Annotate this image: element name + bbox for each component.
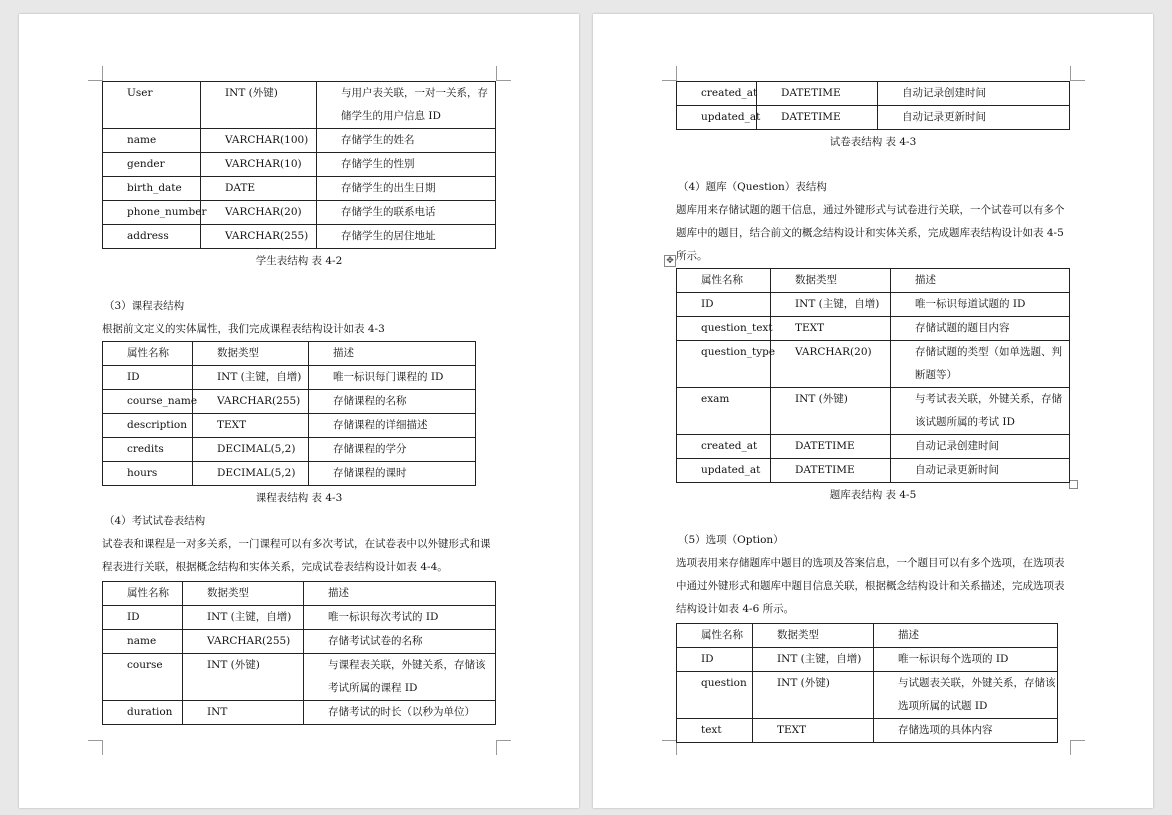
table-row[interactable] bbox=[103, 129, 496, 153]
table-row[interactable] bbox=[103, 414, 476, 438]
cell-name: created_at bbox=[677, 82, 757, 106]
cell-name: question_text bbox=[677, 317, 771, 341]
cell-type: VARCHAR(255) bbox=[183, 630, 304, 654]
cell-type: TEXT bbox=[193, 414, 309, 438]
cell-type: VARCHAR(100) bbox=[201, 129, 317, 153]
cell-name: course_name bbox=[103, 390, 193, 414]
table-header-row[interactable] bbox=[103, 342, 476, 366]
cell-desc: 自动记录创建时间 bbox=[891, 435, 1070, 459]
crop-mark bbox=[88, 740, 103, 755]
table-row[interactable] bbox=[103, 153, 496, 177]
cell-name: updated_at bbox=[677, 106, 757, 130]
cell-desc: 唯一标识每次考试的 ID bbox=[304, 606, 496, 630]
paragraph: 选项表用来存储题库中题目的选项及答案信息，一个题目可以有多个选项，在选项表中通过外键形式和题库中题目信息关联，根据概念结构设计和关系描述，完成选项表结构设计如表 4-6 所示。 bbox=[676, 557, 1065, 615]
cell-name: created_at bbox=[677, 435, 771, 459]
table-row[interactable] bbox=[103, 390, 476, 414]
header-cell: 属性名称 bbox=[677, 269, 771, 293]
table-row[interactable] bbox=[677, 293, 1070, 317]
crop-mark bbox=[662, 740, 677, 755]
cell-type: INT bbox=[183, 701, 304, 725]
cell-desc: 存储课程的名称 bbox=[309, 390, 476, 414]
header-cell: 描述 bbox=[891, 269, 1070, 293]
cell-name: duration bbox=[103, 701, 183, 725]
student-table[interactable] bbox=[102, 81, 496, 249]
table-caption: 课程表结构 表 4-3 bbox=[255, 492, 343, 504]
document-page-right bbox=[593, 14, 1153, 808]
cell-desc: 存储课程的详细描述 bbox=[309, 414, 476, 438]
cell-desc: 自动记录更新时间 bbox=[891, 459, 1070, 483]
cell-desc: 与课程表关联，外键关系，存储该考试所属的课程 ID bbox=[304, 654, 496, 701]
cell-desc: 存储学生的联系电话 bbox=[317, 201, 496, 225]
table-row[interactable] bbox=[677, 459, 1070, 483]
table-row[interactable] bbox=[677, 435, 1070, 459]
table-resize-handle[interactable] bbox=[1069, 480, 1078, 489]
cell-name: ID bbox=[677, 648, 753, 672]
cell-name: phone_number bbox=[103, 201, 201, 225]
section-heading: （4）题库（Question）表结构 bbox=[678, 181, 827, 193]
cell-desc: 存储考试的时长（以秒为单位） bbox=[304, 701, 496, 725]
cell-type: INT (外键) bbox=[201, 82, 317, 129]
cell-desc: 唯一标识每道试题的 ID bbox=[891, 293, 1070, 317]
cell-desc: 唯一标识每个选项的 ID bbox=[874, 648, 1058, 672]
section-heading: （4）考试试卷表结构 bbox=[104, 515, 206, 527]
exam-table[interactable] bbox=[102, 581, 496, 725]
crop-mark bbox=[496, 66, 511, 81]
cell-desc: 存储学生的居住地址 bbox=[317, 225, 496, 249]
cell-name: updated_at bbox=[677, 459, 771, 483]
table-row[interactable] bbox=[103, 225, 496, 249]
cell-name: question bbox=[677, 672, 753, 719]
question-table[interactable] bbox=[676, 268, 1070, 483]
table-row[interactable] bbox=[677, 341, 1070, 388]
document-page-left bbox=[19, 14, 579, 808]
table-row[interactable] bbox=[103, 654, 496, 701]
cell-desc: 存储学生的性别 bbox=[317, 153, 496, 177]
table-header-row[interactable] bbox=[677, 269, 1070, 293]
cell-desc: 存储试题的类型（如单选题、判断题等） bbox=[891, 341, 1070, 388]
table-row[interactable] bbox=[103, 177, 496, 201]
table-row[interactable] bbox=[677, 388, 1070, 435]
course-table[interactable] bbox=[102, 341, 476, 486]
cell-type: INT (主键，自增) bbox=[193, 366, 309, 390]
cell-type: INT (外键) bbox=[183, 654, 304, 701]
cell-name: birth_date bbox=[103, 177, 201, 201]
header-cell: 描述 bbox=[304, 582, 496, 606]
crop-mark bbox=[662, 66, 677, 81]
cell-type: INT (主键，自增) bbox=[753, 648, 874, 672]
cell-desc: 存储试题的题目内容 bbox=[891, 317, 1070, 341]
table-row[interactable] bbox=[677, 648, 1058, 672]
header-cell: 数据类型 bbox=[753, 624, 874, 648]
header-cell: 属性名称 bbox=[103, 342, 193, 366]
paragraph: 根据前文定义的实体属性，我们完成课程表结构设计如表 4-3 bbox=[102, 323, 385, 335]
cell-name: text bbox=[677, 719, 753, 743]
cell-type: TEXT bbox=[771, 317, 891, 341]
cell-name: ID bbox=[103, 606, 183, 630]
header-cell: 数据类型 bbox=[771, 269, 891, 293]
table-move-handle-icon[interactable]: ✥ bbox=[664, 255, 676, 267]
cell-type: DATETIME bbox=[771, 459, 891, 483]
cell-type: DATE bbox=[201, 177, 317, 201]
cell-desc: 存储考试试卷的名称 bbox=[304, 630, 496, 654]
cell-desc: 与试题表关联，外键关系，存储该选项所属的试题 ID bbox=[874, 672, 1058, 719]
table-row[interactable] bbox=[103, 438, 476, 462]
table-caption: 学生表结构 表 4-2 bbox=[255, 255, 343, 267]
header-cell: 数据类型 bbox=[193, 342, 309, 366]
cell-type: DECIMAL(5,2) bbox=[193, 462, 309, 486]
cell-type: INT (外键) bbox=[771, 388, 891, 435]
cell-type: DATETIME bbox=[771, 435, 891, 459]
table-caption: 试卷表结构 表 4-3 bbox=[829, 136, 917, 148]
cell-type: VARCHAR(255) bbox=[193, 390, 309, 414]
option-table[interactable] bbox=[676, 623, 1058, 743]
table-row[interactable] bbox=[103, 366, 476, 390]
table-row[interactable] bbox=[103, 701, 496, 725]
cell-type: VARCHAR(20) bbox=[771, 341, 891, 388]
exam-table-continued[interactable] bbox=[676, 81, 1070, 130]
header-cell: 描述 bbox=[309, 342, 476, 366]
table-row[interactable] bbox=[677, 82, 1070, 106]
crop-mark bbox=[1070, 740, 1085, 755]
empty-paragraph bbox=[676, 507, 1070, 529]
paragraph: 题库用来存储试题的题干信息，通过外键形式与试卷进行关联，一个试卷可以有多个题库中的题目，结合前文的概念结构设计和实体关系，完成题库表结构设计如表 4-5 所示。 bbox=[676, 204, 1065, 262]
cell-name: exam bbox=[677, 388, 771, 435]
cell-type: TEXT bbox=[753, 719, 874, 743]
table-row[interactable] bbox=[677, 719, 1058, 743]
cell-desc: 唯一标识每门课程的 ID bbox=[309, 366, 476, 390]
cell-desc: 自动记录创建时间 bbox=[878, 82, 1070, 106]
cell-type: DECIMAL(5,2) bbox=[193, 438, 309, 462]
empty-paragraph bbox=[102, 273, 496, 295]
cell-desc: 存储选项的具体内容 bbox=[874, 719, 1058, 743]
table-row[interactable] bbox=[103, 82, 496, 129]
cell-desc: 存储课程的学分 bbox=[309, 438, 476, 462]
header-cell: 属性名称 bbox=[677, 624, 753, 648]
cell-desc: 存储学生的姓名 bbox=[317, 129, 496, 153]
cell-name: credits bbox=[103, 438, 193, 462]
empty-paragraph bbox=[676, 154, 1070, 176]
cell-type: DATETIME bbox=[757, 82, 878, 106]
crop-mark bbox=[496, 740, 511, 755]
table-row[interactable] bbox=[103, 201, 496, 225]
cell-type: VARCHAR(20) bbox=[201, 201, 317, 225]
crop-mark bbox=[88, 66, 103, 81]
cell-desc: 与考试表关联，外键关系，存储该试题所属的考试 ID bbox=[891, 388, 1070, 435]
cell-type: VARCHAR(255) bbox=[201, 225, 317, 249]
section-heading: （5）选项（Option） bbox=[678, 534, 784, 546]
cell-type: INT (主键，自增) bbox=[183, 606, 304, 630]
table-caption: 题库表结构 表 4-5 bbox=[829, 489, 917, 501]
cell-desc: 自动记录更新时间 bbox=[878, 106, 1070, 130]
cell-name: description bbox=[103, 414, 193, 438]
cell-desc: 与用户表关联，一对一关系，存储学生的用户信息 ID bbox=[317, 82, 496, 129]
paragraph: 试卷表和课程是一对多关系，一门课程可以有多次考试，在试卷表中以外键形式和课程表进行关联，根据概念结构和实体关系，完成试卷表结构设计如表 4-4。 bbox=[102, 538, 491, 573]
header-cell: 属性名称 bbox=[103, 582, 183, 606]
cell-name: question_type bbox=[677, 341, 771, 388]
table-row[interactable] bbox=[103, 606, 496, 630]
cell-type: DATETIME bbox=[757, 106, 878, 130]
cell-name: ID bbox=[677, 293, 771, 317]
cell-type: INT (主键，自增) bbox=[771, 293, 891, 317]
cell-name: User bbox=[103, 82, 201, 129]
header-cell: 数据类型 bbox=[183, 582, 304, 606]
crop-mark bbox=[1070, 66, 1085, 81]
cell-name: gender bbox=[103, 153, 201, 177]
cell-type: VARCHAR(10) bbox=[201, 153, 317, 177]
table-header-row[interactable] bbox=[103, 582, 496, 606]
table-header-row[interactable] bbox=[677, 624, 1058, 648]
cell-name: ID bbox=[103, 366, 193, 390]
cell-name: name bbox=[103, 630, 183, 654]
table-row[interactable] bbox=[103, 630, 496, 654]
header-cell: 描述 bbox=[874, 624, 1058, 648]
cell-name: hours bbox=[103, 462, 193, 486]
cell-name: address bbox=[103, 225, 201, 249]
table-row[interactable] bbox=[677, 106, 1070, 130]
cell-type: INT (外键) bbox=[753, 672, 874, 719]
table-row[interactable] bbox=[677, 317, 1070, 341]
cell-desc: 存储课程的课时 bbox=[309, 462, 476, 486]
cell-desc: 存储学生的出生日期 bbox=[317, 177, 496, 201]
section-heading: （3）课程表结构 bbox=[104, 300, 185, 312]
cell-name: name bbox=[103, 129, 201, 153]
table-row[interactable] bbox=[103, 462, 476, 486]
table-row[interactable] bbox=[677, 672, 1058, 719]
cell-name: course bbox=[103, 654, 183, 701]
